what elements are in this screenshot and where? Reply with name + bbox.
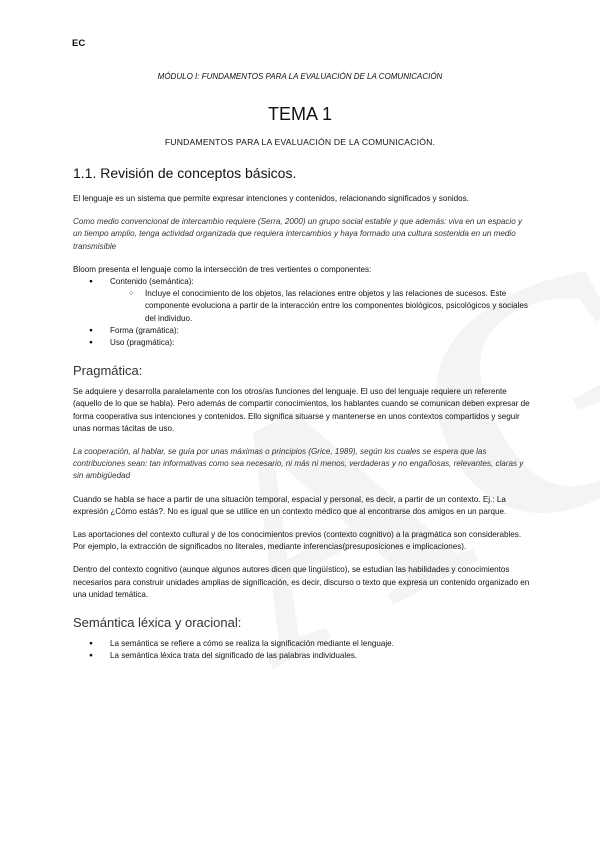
document-body xyxy=(73,165,533,662)
list-item-text: La semántica se refiere a cómo se realiza la significación mediante el lenguaje. xyxy=(110,639,394,649)
list-item xyxy=(73,650,533,662)
list-item-label: Contenido (semántica): xyxy=(110,277,194,287)
page-subtitle: FUNDAMENTOS PARA LA EVALUACIÓN DE LA COMUNICACIÓN. xyxy=(164,137,436,147)
sub-list xyxy=(73,288,533,325)
section-heading-semantica: Semántica léxica y oracional: xyxy=(73,615,242,631)
list-item-text: La semántica léxica trata del significado de las palabras individuales. xyxy=(110,651,358,661)
semantica-list xyxy=(73,638,533,662)
section-heading-pragmatica: Pragmática: xyxy=(73,363,143,379)
italic-paragraph: La cooperación, al hablar, se guía por unas máximas o principios (Grice, 1989), según los cuales se espera que las contribuciones sean: tan informativas como sea necesario, ni más ni menos, verdaderas y no engañosas, relevantes, claras y sin ambigüedad xyxy=(73,447,524,481)
paragraph: Se adquiere y desarrolla paralelamente con los otros/as funciones del lenguaje. El uso del lenguaje requiere un referente (aquello de lo que se habla). Pero además de compartir conocimientos, los hablantes cuando se comunican deben expresar de forma cooperativa sus intenciones y contenidos. Ello significa situarse y mantenerse en unos contextos compartidos y seguir unas normas tácitas de uso. xyxy=(73,387,530,433)
components-list-cont xyxy=(73,325,533,349)
list-item-label: Forma (gramática): xyxy=(110,325,179,335)
paragraph: Las aportaciones del contexto cultural y de los conocimientos previos (contexto cognitivo) a la pragmática son considerables. Por ejemplo, la extracción de significados no literales, mediante inferencias(presuposiciones e implicaciones). xyxy=(73,530,522,552)
list-item xyxy=(73,337,533,349)
list-item xyxy=(73,638,533,650)
italic-paragraph: Como medio convencional de intercambio requiere (Serra, 2000) un grupo social estable y que además: viva en un espacio y un tiempo amplio, tenga actividad organizada que requiera intercambios y haya formado una cultura sostenida en un medio transmisible xyxy=(73,217,523,251)
sub-list-item-text: Incluye el conocimiento de los objetos, las relaciones entre objetos y las relaciones de sucesos. Este componente evoluciona a partir de la interacción entre los componentes biológicos, psicológicos y sociales del individuo. xyxy=(145,289,528,323)
components-list xyxy=(73,276,533,288)
header-corner-label: EC xyxy=(72,38,86,49)
paragraph: Dentro del contexto cognitivo (aunque algunos autores dicen que lingüístico), se estudian las habilidades y conocimientos necesarios para construir unidades amplias de significación, es decir, discurso o texto que expresa un contenido organizado en una unidad temática. xyxy=(73,565,530,599)
paragraph: Bloom presenta el lenguaje como la intersección de tres vertientes o componentes: xyxy=(73,264,372,274)
page-title: TEMA 1 xyxy=(267,104,333,124)
list-item-label: Uso (pragmática): xyxy=(110,338,175,348)
paragraph: El lenguaje es un sistema que permite expresar intenciones y contenidos, relacionando significados y sonidos. xyxy=(73,194,469,203)
paragraph: Cuando se habla se hace a partir de una situación temporal, espacial y personal, es decir, a partir de un contexto. Ej.: La expresión ¿Cómo estás?. No es igual que se utilice en un contexto médico que al encontrarse dos amigos en un parque. xyxy=(73,494,507,516)
list-item xyxy=(73,325,533,337)
section-heading-conceptos: 1.1. Revisión de conceptos básicos. xyxy=(73,165,297,181)
list-item xyxy=(73,276,533,288)
module-title: MÓDULO I: FUNDAMENTOS PARA LA EVALUACIÓN DE LA COMUNICACIÓN xyxy=(157,72,443,81)
sub-list-item xyxy=(73,288,533,325)
